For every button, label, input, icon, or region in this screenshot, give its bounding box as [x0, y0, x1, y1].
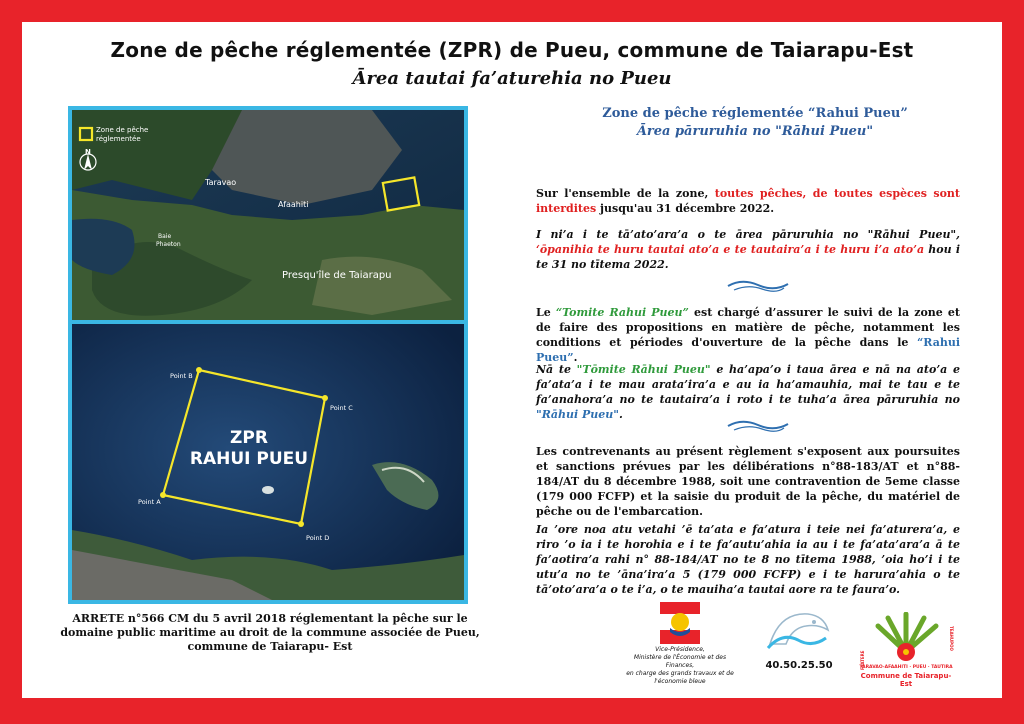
map-caption: [50, 612, 490, 654]
fish-wave-logo-icon: [762, 604, 832, 656]
commune-emblem-icon: [858, 612, 954, 672]
place-baie: Baie: [158, 233, 172, 240]
zpr-name-label: RAHUI PUEU: [189, 449, 309, 469]
highlight-text: “Tomite Rahui Pueu”: [555, 306, 689, 319]
commune-side-right: TEAHUPOO: [949, 626, 954, 651]
legend-label-2: réglementée: [96, 135, 141, 143]
commune-name: Commune de Taiarapu-Est: [860, 672, 952, 688]
highlight-text: ‘ōpanihia te huru tautai ato’a e te tautaira’a i te huru i’a ato’a: [536, 243, 925, 256]
page-title: Zone de pêche réglementée (ZPR) de Pueu, commune de Taiarapu-Est: [110, 38, 914, 62]
text: .: [619, 408, 623, 421]
place-presquile: Presqu'île de Taiarapu: [282, 270, 392, 281]
map-panel: [68, 106, 468, 604]
highlight-text: "Tōmite Rāhui Pueu": [576, 363, 711, 376]
section-subtitle: Ārea pāruruhia no "Rāhui Pueu": [636, 124, 874, 139]
paragraph-tomite-tah: [536, 362, 960, 422]
wave-divider-icon: [726, 418, 790, 432]
commune-side-left: FAATERE: [860, 650, 865, 670]
text: Le: [536, 306, 556, 319]
paragraph-ban-fr: [536, 186, 960, 216]
paragraph-tomite-fr: [536, 305, 960, 365]
zpr-label: ZPR: [230, 428, 268, 448]
caption-line: ARRETE n°566 CM du 5 avril 2018 réglementant la pêche sur le: [72, 612, 468, 625]
caption-line: domaine public maritime au droit de la commune associée de Pueu,: [60, 626, 480, 639]
paragraph-sanctions-fr: Les contrevenants au présent règlement s'exposent aux poursuites et sanctions prévues par les délibérations n°88-183/AT et n°88-184/AT du 8 décembre 1988, soit une contravention de 5eme classe (179 000 FCFP) et la saisie du produit de la pêche, du matériel de pêche ou de l'embarcation.: [536, 445, 960, 518]
logo-commune: [858, 612, 954, 688]
place-taravao: Taravao: [205, 178, 237, 187]
text: Sur l'ensemble de la zone,: [536, 187, 715, 200]
vp-line: en charge des grands travaux et de l'économie bleue: [626, 670, 734, 685]
place-afaahiti: Afaahiti: [278, 200, 309, 209]
place-baie-2: Phaeton: [156, 241, 181, 248]
caption-line: commune de Taiarapu- Est: [187, 640, 353, 653]
point-a-marker: [160, 492, 166, 498]
wave-divider-icon: [726, 278, 790, 292]
text: hou i te 31 no tītema 2022.: [536, 243, 961, 271]
section-title: Zone de pêche réglementée “Rahui Pueu”: [602, 106, 908, 121]
phone-number: 40.50.25.50: [765, 660, 833, 671]
vp-line: Vice-Présidence,: [655, 646, 705, 653]
point-b-label: Point B: [170, 372, 193, 380]
motu: [262, 486, 274, 494]
text: est chargé d’assurer le suivi de la zone et de faire des propositions en matière de pêche, notamment les conditions et périodes d'ouverture de la pêche dans le: [536, 306, 960, 349]
highlight-text: "Rāhui Pueu": [536, 408, 619, 421]
map-divider: [72, 320, 464, 324]
text: .: [573, 351, 578, 364]
point-d-label: Point D: [306, 534, 330, 542]
point-b-marker: [196, 367, 202, 373]
point-c-label: Point C: [330, 404, 353, 412]
point-a-label: Point A: [138, 498, 161, 506]
text: I ni’a i te tā’ato’ara’a o te ārea pāruruhia no "Rāhui Pueu",: [536, 228, 960, 241]
compass-label: N: [85, 148, 91, 156]
page-subtitle: Ārea tautai fa’aturehia no Pueu: [352, 68, 672, 89]
legend-label: Zone de pêche: [96, 126, 149, 134]
paragraph-ban-tah: [536, 227, 960, 272]
highlight-text: toutes pêches, de toutes espèces sont interdites: [536, 187, 960, 215]
point-c-marker: [322, 395, 328, 401]
map-figure: [72, 110, 464, 600]
logo-vice-presidence: [620, 602, 740, 684]
logo-fisheries: [756, 604, 842, 684]
point-d-marker: [298, 521, 304, 527]
paragraph-sanctions-tah: Ia ’ore noa atu vetahi ’ē ta’ata e fa’atura i teie nei fa’aturera’a, e riro ’o ia i te horohia e i te fa’autu’ahia ia au i te fa’ata’ara’a ā te fa’aotira’a rahi n° 88-184/AT no te 8 no tītema 1988, ’oia ho’i i te utu’a no te ’āna’ira’a 5 (179 000 FCFP) e i te harura’ahia o te tā’oto’ara’a o te i’a, o te mauiha’a tautai aore ra te faura’o.: [536, 523, 960, 596]
text: e ha’apa’o i taua ārea e nā na ato’a e fa’ata’a i te mau arata’ira’a e au ia ha’amauhia, mai te tau e te fa’anahora’a no te tautaira’a i roto i te tuha’a ārea pāruruhia no: [536, 363, 960, 406]
highlight-text: “Rahui Pueu”: [536, 336, 960, 364]
commune-arc-text: TARAVAO-AFAAHITI · PUEU · TAUTIRA: [859, 665, 953, 670]
text: jusqu'au 31 décembre 2022.: [596, 202, 775, 215]
polynesia-emblem-icon: [660, 602, 700, 644]
text: Nā te: [536, 363, 577, 376]
vp-line: Ministère de l'Économie et des Finances,: [633, 654, 727, 669]
